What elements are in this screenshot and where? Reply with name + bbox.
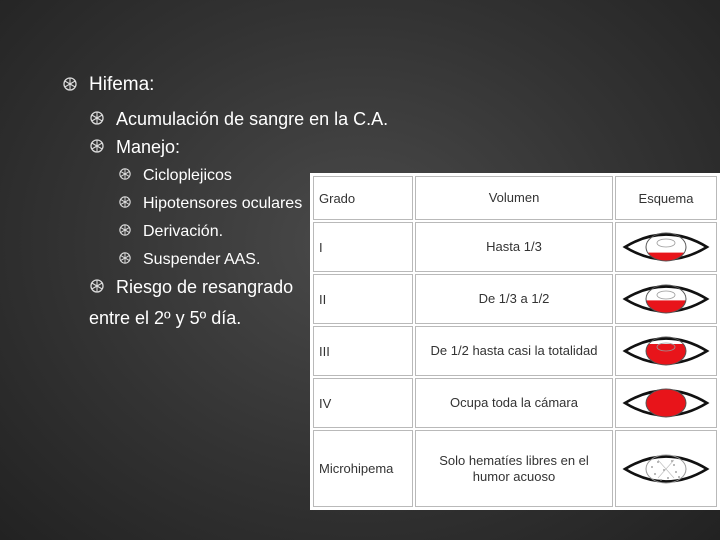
bullet-icon bbox=[90, 279, 104, 293]
bullet-suspender bbox=[143, 249, 260, 271]
bullet-text: Riesgo de resangrado bbox=[116, 277, 294, 297]
row-grado bbox=[313, 222, 413, 272]
header-grado bbox=[313, 176, 413, 220]
bullet-hipotensores bbox=[143, 193, 302, 215]
bullet-icon bbox=[90, 139, 104, 153]
header-text: Esquema bbox=[638, 190, 694, 206]
row-esquema bbox=[615, 222, 717, 272]
blood-cell bbox=[678, 476, 680, 478]
row-grado bbox=[313, 274, 413, 324]
bullet-text: Hifema: bbox=[89, 74, 155, 95]
header-text: Grado bbox=[319, 190, 356, 206]
bullet-icon bbox=[90, 111, 104, 125]
blood-cell bbox=[660, 479, 662, 481]
row-grado bbox=[313, 378, 413, 428]
grado-text: IV bbox=[319, 395, 332, 411]
volumen-text: Ocupa toda la cámara bbox=[450, 395, 578, 410]
row-grado bbox=[313, 326, 413, 376]
bullet-text: Derivación. bbox=[143, 223, 224, 240]
row-esquema bbox=[615, 326, 717, 376]
bullet-icon bbox=[119, 196, 131, 208]
row-volumen bbox=[415, 378, 613, 428]
eye-diagram-icon bbox=[622, 228, 710, 266]
blood-cell bbox=[673, 464, 675, 466]
bullet-text: Suspender AAS. bbox=[143, 251, 261, 268]
row-volumen bbox=[415, 430, 613, 507]
bullet-icon bbox=[119, 252, 131, 264]
grado-text: II bbox=[319, 291, 327, 307]
blood-cell bbox=[654, 473, 656, 475]
eye-diagram-icon bbox=[622, 384, 710, 422]
bullet-hifema bbox=[89, 74, 154, 96]
bullet-icon bbox=[63, 77, 77, 91]
bullet-riesgo-continuation bbox=[89, 307, 241, 329]
bullet-riesgo bbox=[116, 276, 293, 298]
bullet-icon bbox=[119, 224, 131, 236]
header-volumen bbox=[415, 176, 613, 220]
bullet-acumulacion bbox=[116, 108, 388, 130]
grado-text: Microhipema bbox=[319, 461, 394, 476]
row-esquema bbox=[615, 274, 717, 324]
bullet-text: Acumulación de sangre en la C.A. bbox=[116, 109, 389, 129]
bullet-icon bbox=[119, 168, 131, 180]
row-esquema bbox=[615, 430, 717, 507]
volumen-text: Solo hematíes libres en el humor acuoso bbox=[439, 452, 589, 484]
blood-cell bbox=[651, 466, 653, 468]
bullet-cicloplejicos bbox=[143, 165, 232, 187]
blood-cell bbox=[657, 461, 659, 463]
bullet-derivacion bbox=[143, 221, 223, 243]
header-text: Volumen bbox=[488, 190, 540, 205]
bullet-text: Manejo: bbox=[116, 137, 181, 157]
bullet-text: Hipotensores oculares bbox=[143, 195, 303, 212]
eye-diagram-icon bbox=[622, 332, 710, 370]
row-volumen bbox=[415, 222, 613, 272]
grado-text: III bbox=[319, 343, 330, 359]
bullet-text: entre el 2º y 5º día. bbox=[89, 308, 242, 328]
row-volumen bbox=[415, 274, 613, 324]
blood-cell bbox=[675, 471, 677, 473]
eye-diagram-icon bbox=[622, 280, 710, 318]
bullet-text: Cicloplejicos bbox=[143, 167, 232, 184]
row-grado bbox=[313, 430, 413, 507]
blood-cell bbox=[667, 477, 669, 479]
hyphema-grading-table bbox=[310, 173, 720, 510]
row-volumen bbox=[415, 326, 613, 376]
volumen-text: Hasta 1/3 bbox=[486, 239, 542, 254]
row-esquema bbox=[615, 378, 717, 428]
bullet-manejo bbox=[116, 136, 180, 158]
volumen-text: De 1/3 a 1/2 bbox=[478, 291, 550, 306]
grado-text: I bbox=[319, 239, 323, 255]
header-esquema bbox=[615, 176, 717, 220]
eye-diagram-icon bbox=[622, 450, 710, 488]
volumen-text: De 1/2 hasta casi la totalidad bbox=[430, 343, 598, 358]
